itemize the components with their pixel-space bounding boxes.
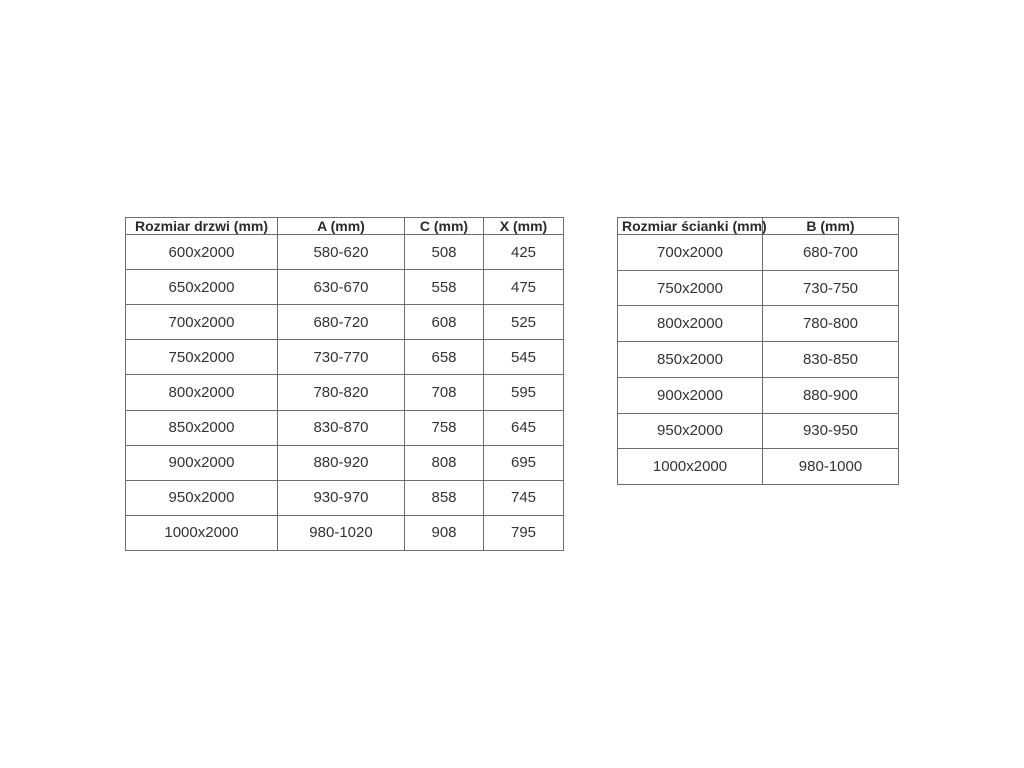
table-cell: 595 <box>484 375 564 410</box>
table-cell: 730-750 <box>763 270 899 306</box>
table-cell: 650x2000 <box>126 270 278 305</box>
column-header: X (mm) <box>484 218 564 235</box>
table-cell: 980-1020 <box>278 515 405 550</box>
table-cell: 808 <box>405 445 484 480</box>
table-cell: 708 <box>405 375 484 410</box>
table-cell: 900x2000 <box>618 377 763 413</box>
table-row <box>618 413 899 449</box>
table-row <box>618 270 899 306</box>
table-row <box>126 340 564 375</box>
table-cell: 795 <box>484 515 564 550</box>
table-cell: 475 <box>484 270 564 305</box>
table-cell: 800x2000 <box>126 375 278 410</box>
table-cell: 908 <box>405 515 484 550</box>
table-row <box>618 306 899 342</box>
table-cell: 700x2000 <box>618 235 763 271</box>
table-cell: 600x2000 <box>126 235 278 270</box>
table-cell: 850x2000 <box>618 342 763 378</box>
table-cell: 658 <box>405 340 484 375</box>
table-cell: 1000x2000 <box>618 449 763 485</box>
table-row <box>126 305 564 340</box>
table-cell: 950x2000 <box>126 480 278 515</box>
table-cell: 508 <box>405 235 484 270</box>
table-row <box>126 270 564 305</box>
table-cell: 900x2000 <box>126 445 278 480</box>
column-header: A (mm) <box>278 218 405 235</box>
wall-table-header-row <box>618 218 899 235</box>
table-cell: 695 <box>484 445 564 480</box>
table-cell: 858 <box>405 480 484 515</box>
table-cell: 608 <box>405 305 484 340</box>
table-cell: 425 <box>484 235 564 270</box>
table-cell: 680-720 <box>278 305 405 340</box>
table-row <box>126 375 564 410</box>
table-cell: 680-700 <box>763 235 899 271</box>
wall-sizes-table <box>617 217 899 485</box>
column-header: Rozmiar ścianki (mm) <box>618 218 763 235</box>
table-row <box>126 410 564 445</box>
table-cell: 800x2000 <box>618 306 763 342</box>
table-row <box>126 235 564 270</box>
table-cell: 745 <box>484 480 564 515</box>
table-row <box>618 449 899 485</box>
table-cell: 1000x2000 <box>126 515 278 550</box>
column-header: Rozmiar drzwi (mm) <box>126 218 278 235</box>
table-row <box>618 377 899 413</box>
table-cell: 930-950 <box>763 413 899 449</box>
table-row <box>618 235 899 271</box>
table-cell: 750x2000 <box>126 340 278 375</box>
table-row <box>126 480 564 515</box>
table-cell: 730-770 <box>278 340 405 375</box>
column-header: C (mm) <box>405 218 484 235</box>
table-cell: 980-1000 <box>763 449 899 485</box>
table-cell: 850x2000 <box>126 410 278 445</box>
table-row <box>618 342 899 378</box>
table-cell: 780-820 <box>278 375 405 410</box>
table-cell: 525 <box>484 305 564 340</box>
door-table-header-row <box>126 218 564 235</box>
table-cell: 545 <box>484 340 564 375</box>
table-cell: 645 <box>484 410 564 445</box>
table-cell: 830-850 <box>763 342 899 378</box>
table-cell: 700x2000 <box>126 305 278 340</box>
door-sizes-table <box>125 217 564 551</box>
table-cell: 758 <box>405 410 484 445</box>
table-cell: 780-800 <box>763 306 899 342</box>
table-cell: 830-870 <box>278 410 405 445</box>
table-row <box>126 515 564 550</box>
table-cell: 880-900 <box>763 377 899 413</box>
column-header: B (mm) <box>763 218 899 235</box>
table-cell: 950x2000 <box>618 413 763 449</box>
table-row <box>126 445 564 480</box>
table-cell: 630-670 <box>278 270 405 305</box>
table-cell: 558 <box>405 270 484 305</box>
table-cell: 580-620 <box>278 235 405 270</box>
table-cell: 750x2000 <box>618 270 763 306</box>
table-cell: 930-970 <box>278 480 405 515</box>
table-cell: 880-920 <box>278 445 405 480</box>
